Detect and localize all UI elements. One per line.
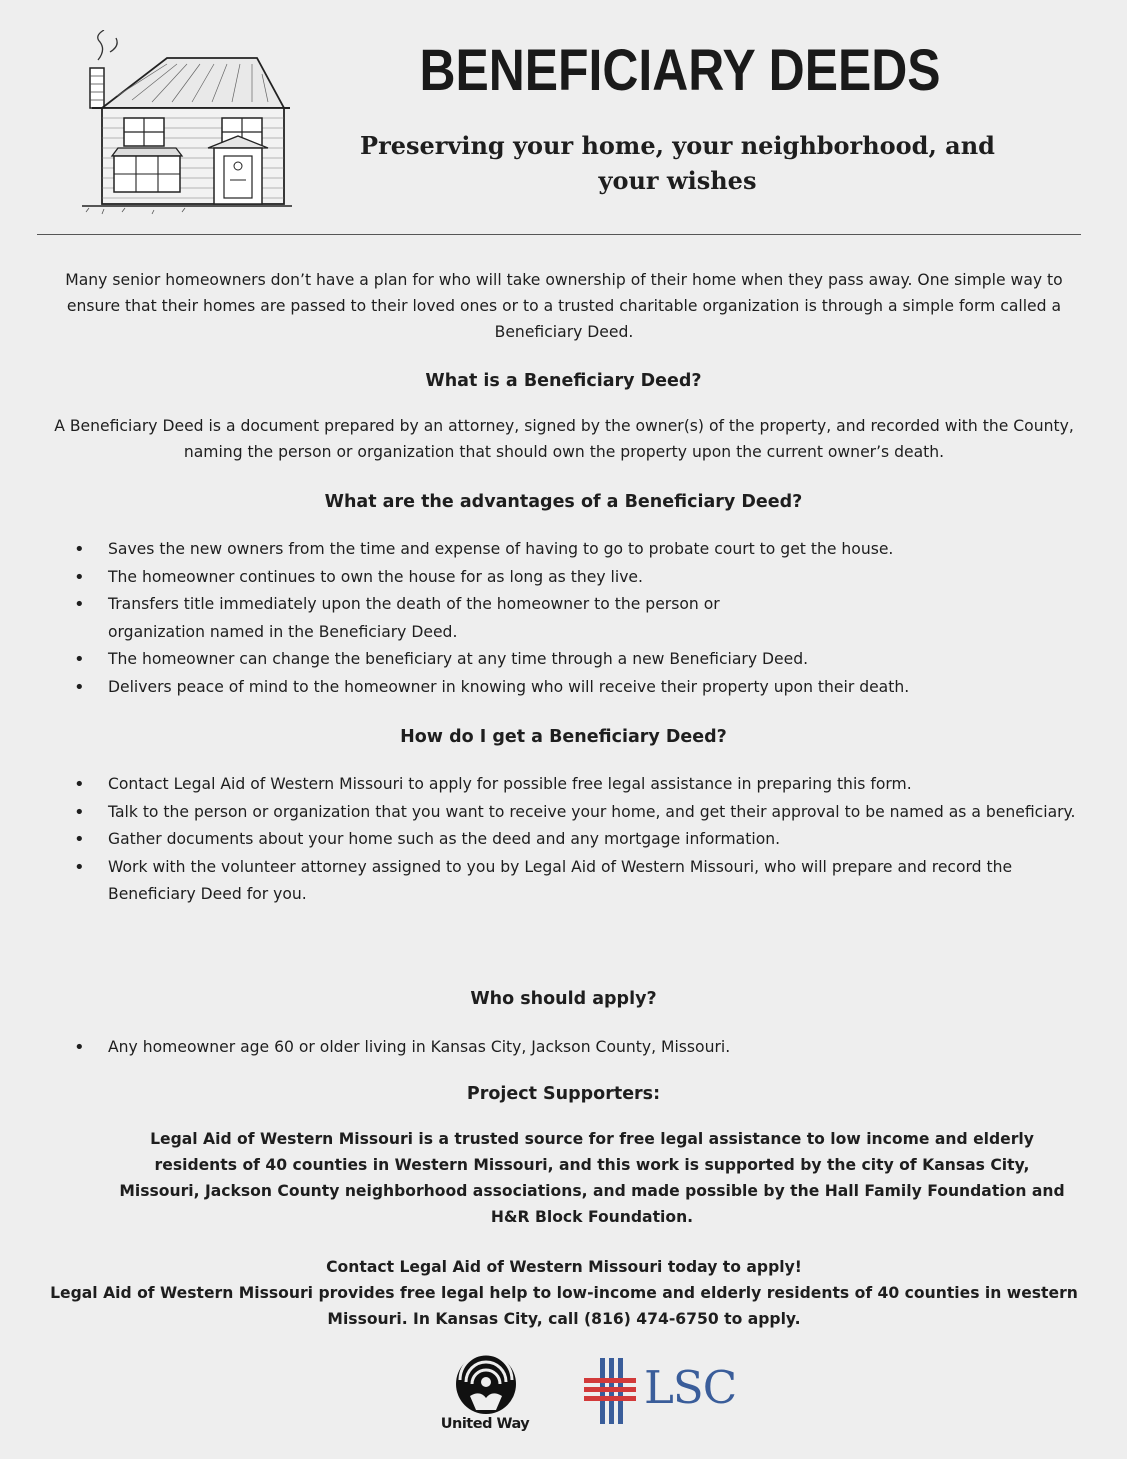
who-list (70, 1034, 1080, 1062)
list-item: • Work with the volunteer attorney assigned to you by Legal Aid of Western Missouri, who will prepare and record the Beneficiary Deed for you. (70, 854, 1080, 909)
list-item: • Contact Legal Aid of Western Missouri to apply for possible free legal assistance in preparing this form. (70, 771, 1080, 799)
list-item: • Delivers peace of mind to the homeowner in knowing who will receive their property upon their death. (70, 674, 1080, 702)
advantages-list (70, 536, 1080, 701)
united-way-hand-icon (420, 1350, 550, 1418)
page-subtitle: Preserving your home, your neighborhood, and your wishes (360, 131, 995, 195)
list-item: • Talk to the person or organization that you want to receive your home, and get their approval to be named as a beneficiary. (70, 799, 1080, 827)
supporters-paragraph: Legal Aid of Western Missouri is a trusted source for free legal assistance to low income and elderly residents of 40 counties in Western Missouri, and this work is supported by the city of Kansas City, Missouri, Jackson County neighborhood associations, and made possible by the Hall Family Foundation and H&R Block Foundation. (119, 1130, 1065, 1226)
list-item: • Transfers title immediately upon the death of the homeowner to the person or organization named in the Beneficiary Deed. (70, 591, 1080, 646)
contact-block (40, 1254, 1088, 1332)
list-item: • Saves the new owners from the time and expense of having to go to probate court to get the house. (70, 536, 1080, 564)
list-item: • The homeowner can change the beneficiary at any time through a new Beneficiary Deed. (70, 646, 1080, 674)
heading-how: How do I get a Beneficiary Deed? (400, 727, 727, 747)
united-way-label: United Way (440, 1416, 530, 1432)
united-way-logo (420, 1350, 550, 1440)
page-title: BENEFICIARY DEEDS (419, 38, 941, 103)
header-divider (37, 234, 1081, 235)
contact-cta: Contact Legal Aid of Western Missouri today to apply! (326, 1258, 802, 1276)
heading-advantages: What are the advantages of a Beneficiary Deed? (324, 492, 803, 512)
intro-paragraph: Many senior homeowners don’t have a plan for who will take ownership of their home when they pass away. One simple way to ensure that their homes are passed to their loved ones or to a trusted charitable organization is through a simple form called a Beneficiary Deed. (65, 271, 1063, 341)
heading-what: What is a Beneficiary Deed? (425, 371, 702, 391)
heading-supporters: Project Supporters: (466, 1084, 661, 1104)
list-item: • Any homeowner age 60 or older living in Kansas City, Jackson County, Missouri. (70, 1034, 1080, 1062)
heading-who: Who should apply? (470, 989, 657, 1009)
how-list (70, 771, 1080, 909)
contact-text: Legal Aid of Western Missouri provides free legal help to low-income and elderly residents of 40 counties in western Missouri. In Kansas City, call (816) 474-6750 to apply. (50, 1284, 1078, 1328)
lsc-mark-icon (582, 1356, 642, 1426)
definition-paragraph: A Beneficiary Deed is a document prepared by an attorney, signed by the owner(s) of the property, and recorded with the County, naming the person or organization that should own the property upon the current owner’s death. (54, 417, 1074, 461)
list-item: • The homeowner continues to own the house for as long as they live. (70, 564, 1080, 592)
lsc-logo (582, 1356, 752, 1426)
lsc-label: LSC (644, 1361, 737, 1414)
house-illustration-icon (62, 30, 292, 220)
list-item: • Gather documents about your home such as the deed and any mortgage information. (70, 826, 1080, 854)
